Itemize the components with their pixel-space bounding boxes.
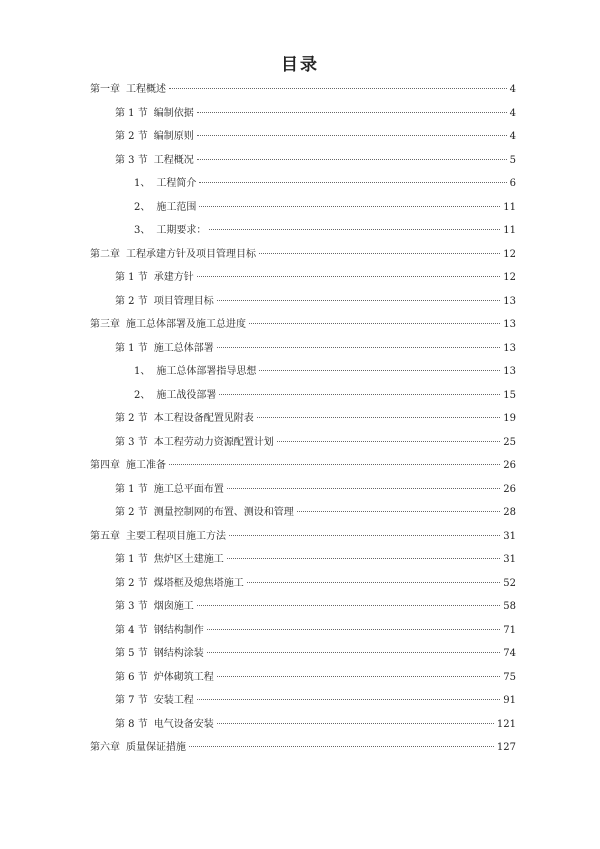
- toc-entry-page: 15: [503, 389, 516, 401]
- toc-entry-title: 承建方针: [153, 272, 194, 283]
- dot-leader: [197, 135, 507, 136]
- toc-entry[interactable]: [115, 151, 516, 171]
- toc-entry-title: 施工总体部署及施工总进度: [126, 319, 246, 330]
- toc-entry-title: 编制原则: [153, 131, 194, 142]
- toc-entry-number: 第 8 节: [115, 718, 148, 730]
- dot-leader: [169, 464, 500, 465]
- toc-entry-page: 28: [503, 507, 516, 518]
- toc-entry-title: 钢结构涂装: [153, 648, 204, 659]
- toc-entry-number: 第 7 节: [115, 695, 148, 706]
- toc-entry-page: 6: [509, 178, 516, 189]
- toc-entry-number: 第 4 节: [115, 624, 148, 636]
- toc-entry[interactable]: [115, 574, 516, 594]
- toc-entry-number: 第二章: [90, 248, 120, 260]
- toc-entry-title: 施工范围: [156, 201, 197, 213]
- toc-entry-title: 安装工程: [153, 695, 194, 706]
- toc-entry-title: 煤塔框及熄焦塔施工: [153, 577, 244, 589]
- toc-entry-title: 施工总平面布置: [153, 483, 224, 495]
- dot-leader: [257, 417, 501, 418]
- toc-entry-page: 4: [509, 131, 516, 142]
- toc-entry-number: 3、: [134, 225, 151, 236]
- toc-entry[interactable]: [115, 127, 516, 147]
- toc-entry[interactable]: [134, 174, 516, 194]
- dot-leader: [297, 511, 501, 512]
- dot-leader: [227, 488, 501, 489]
- toc-entry-number: 第 1 节: [115, 342, 148, 354]
- toc-entry-number: 2、: [134, 201, 151, 213]
- toc-entry[interactable]: [134, 386, 516, 406]
- toc-entry-page: 11: [503, 225, 516, 236]
- toc-entry-number: 第 3 节: [115, 436, 148, 448]
- toc-entry[interactable]: [115, 409, 516, 429]
- toc-entry[interactable]: [115, 104, 516, 124]
- toc-entry[interactable]: [115, 621, 516, 641]
- toc-entry-number: 第 1 节: [115, 107, 148, 119]
- toc-entry-title: 施工总体部署指导思想: [156, 366, 257, 377]
- dot-leader: [199, 206, 500, 207]
- toc-entry-title: 工程简介: [156, 178, 197, 189]
- toc-entry-number: 第三章: [90, 319, 120, 330]
- toc-entry-page: 31: [503, 530, 516, 542]
- toc-entry[interactable]: [90, 456, 516, 476]
- dot-leader: [197, 699, 501, 700]
- toc-entry-page: 5: [509, 154, 516, 166]
- toc-entry-number: 第 2 节: [115, 131, 148, 142]
- toc-entry[interactable]: [115, 715, 516, 735]
- dot-leader: [199, 182, 506, 183]
- dot-leader: [197, 159, 507, 160]
- toc-entry-title: 项目管理目标: [153, 295, 214, 307]
- toc-entry-title: 本工程设备配置见附表: [153, 413, 254, 424]
- toc-entry-number: 第五章: [90, 530, 120, 542]
- toc-entry-title: 测量控制网的布置、测设和管理: [153, 507, 294, 518]
- dot-leader: [219, 394, 500, 395]
- toc-entry[interactable]: [90, 738, 516, 758]
- toc-entry-title: 电气设备安装: [153, 718, 214, 730]
- toc-entry[interactable]: [90, 315, 516, 335]
- toc-entry[interactable]: [115, 480, 516, 500]
- toc-entry-number: 第 2 节: [115, 507, 148, 518]
- toc-entry-title: 施工战役部署: [156, 389, 217, 401]
- dot-leader: [197, 112, 507, 113]
- dot-leader: [277, 441, 501, 442]
- dot-leader: [217, 676, 501, 677]
- dot-leader: [247, 582, 501, 583]
- toc-entry-number: 第 6 节: [115, 671, 148, 683]
- dot-leader: [189, 746, 494, 747]
- dot-leader: [227, 558, 501, 559]
- toc-entry[interactable]: [134, 198, 516, 218]
- dot-leader: [207, 629, 501, 630]
- toc-entry-number: 1、: [134, 178, 151, 189]
- dot-leader: [249, 323, 500, 324]
- toc-entry-page: 75: [503, 671, 516, 683]
- toc-entry-page: 11: [503, 201, 516, 213]
- toc-entry-page: 25: [503, 436, 516, 448]
- toc-entry-number: 第 5 节: [115, 648, 148, 659]
- dot-leader: [229, 535, 500, 536]
- toc-entry-number: 第 1 节: [115, 483, 148, 495]
- toc-entry-page: 91: [503, 695, 516, 706]
- toc-entry[interactable]: [115, 597, 516, 617]
- dot-leader: [217, 347, 501, 348]
- toc-entry-page: 4: [509, 107, 516, 119]
- toc-entry-page: 52: [503, 577, 516, 589]
- toc-entry-page: 127: [496, 742, 516, 753]
- dot-leader: [197, 276, 501, 277]
- toc-entry-number: 第一章: [90, 84, 120, 95]
- toc-entry[interactable]: [115, 433, 516, 453]
- toc-entry-title: 施工准备: [126, 460, 166, 471]
- toc-entry-title: 炉体砌筑工程: [153, 671, 214, 683]
- toc-entry[interactable]: [115, 644, 516, 664]
- toc-entry[interactable]: [115, 503, 516, 523]
- toc-entry-title: 施工总体部署: [153, 342, 214, 354]
- toc-entry-page: 12: [503, 248, 516, 260]
- toc-entry-title: 工期要求：: [156, 225, 207, 236]
- dot-leader: [169, 88, 507, 89]
- toc-entry-title: 质量保证措施: [126, 742, 186, 753]
- toc-entry-number: 第 2 节: [115, 577, 148, 589]
- toc-entry[interactable]: [115, 668, 516, 688]
- toc-entry-page: 13: [503, 319, 516, 330]
- dot-leader: [207, 652, 501, 653]
- toc-entry-page: 26: [503, 483, 516, 495]
- toc-entry[interactable]: [90, 80, 516, 100]
- toc-entry-number: 2、: [134, 389, 151, 401]
- toc-entry-title: 焦炉区土建施工: [153, 554, 224, 565]
- toc-entry[interactable]: [134, 221, 516, 241]
- toc-entry[interactable]: [90, 245, 516, 265]
- toc-entry-title: 本工程劳动力资源配置计划: [153, 436, 274, 448]
- toc-entry-title: 编制依据: [153, 107, 194, 119]
- dot-leader: [259, 253, 500, 254]
- toc-entry-number: 第 1 节: [115, 554, 148, 565]
- toc-title: 目录: [281, 55, 319, 75]
- toc-entry-number: 第四章: [90, 460, 120, 471]
- dot-leader: [209, 229, 500, 230]
- toc-entry-page: 19: [503, 413, 516, 424]
- dot-leader: [217, 723, 494, 724]
- toc-entry-number: 1、: [134, 366, 151, 377]
- dot-leader: [197, 605, 501, 606]
- toc-entry-number: 第 1 节: [115, 272, 148, 283]
- toc-entry-title: 工程概述: [126, 84, 166, 95]
- toc-entry[interactable]: [115, 550, 516, 570]
- toc-entry-page: 13: [503, 366, 516, 377]
- toc-entry-page: 31: [503, 554, 516, 565]
- toc-entry-title: 钢结构制作: [153, 624, 204, 636]
- toc-entry-title: 工程承建方针及项目管理目标: [126, 248, 256, 260]
- toc-entry[interactable]: [115, 691, 516, 711]
- toc-entry-page: 26: [503, 460, 516, 471]
- toc-entry[interactable]: [115, 268, 516, 288]
- toc-entry-number: 第 3 节: [115, 601, 148, 612]
- toc-entry-number: 第 3 节: [115, 154, 148, 166]
- toc-entry-title: 工程概况: [153, 154, 194, 166]
- toc-entry[interactable]: [134, 362, 516, 382]
- toc-entry-page: 121: [496, 718, 516, 730]
- toc-entry[interactable]: [115, 292, 516, 312]
- toc-entry-number: 第六章: [90, 742, 120, 753]
- toc-entry-page: 71: [503, 624, 516, 636]
- toc-entry[interactable]: [115, 339, 516, 359]
- toc-entry-title: 烟囱施工: [153, 601, 194, 612]
- toc-entry-page: 4: [509, 84, 516, 95]
- dot-leader: [259, 370, 500, 371]
- toc-entry-number: 第 2 节: [115, 413, 148, 424]
- toc-entry-page: 13: [503, 342, 516, 354]
- toc-entry-page: 58: [503, 601, 516, 612]
- toc-entry-page: 12: [503, 272, 516, 283]
- toc-entry-title: 主要工程项目施工方法: [126, 530, 226, 542]
- dot-leader: [217, 300, 501, 301]
- toc-entry-page: 74: [503, 648, 516, 659]
- toc-entry-page: 13: [503, 295, 516, 307]
- toc-entry-number: 第 2 节: [115, 295, 148, 307]
- toc-entry[interactable]: [90, 527, 516, 547]
